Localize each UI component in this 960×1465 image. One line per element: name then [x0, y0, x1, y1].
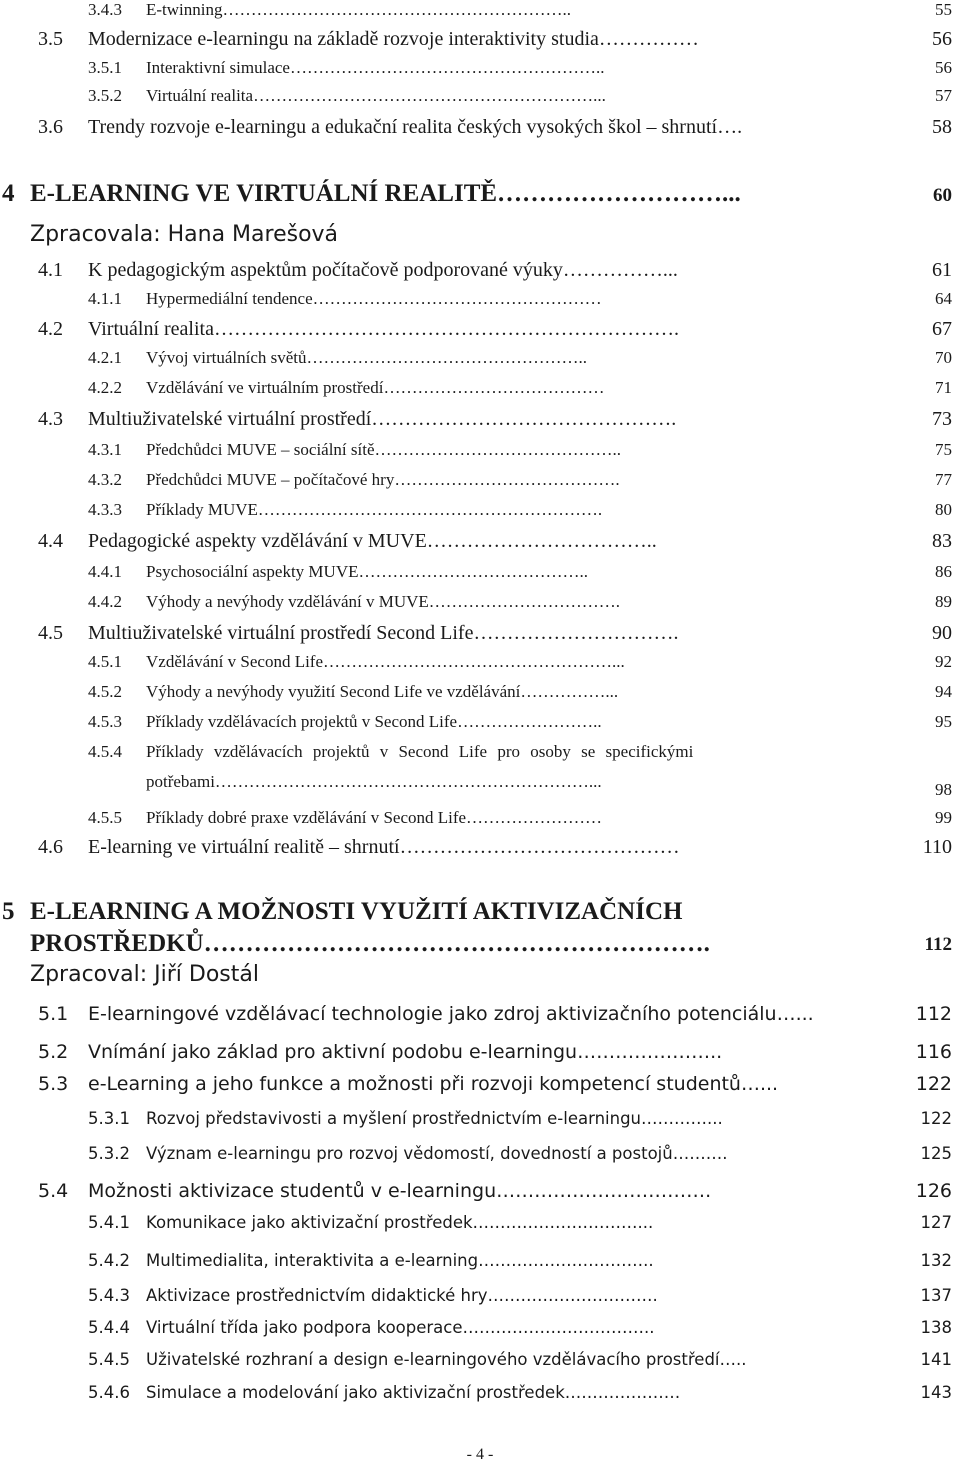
chapter-number: 5: [2, 898, 15, 925]
page-number: 141: [920, 1350, 952, 1369]
entry-title: Vzdělávání ve virtuálním prostředí…………………………………: [146, 378, 605, 397]
entry-title: Příklady vzdělávacích projektů v Second Life pro osoby se specifickými: [146, 742, 694, 761]
entry-number: 4.3.3: [88, 500, 122, 519]
entry-number: 4.3: [38, 408, 63, 430]
page-number: 98: [935, 780, 952, 799]
page-number: 110: [922, 836, 952, 858]
page-number: 83: [932, 530, 952, 552]
page-number: 58: [932, 116, 952, 138]
page-number: 125: [920, 1144, 952, 1163]
entry-number: 4.1.1: [88, 289, 122, 308]
entry-title: Simulace a modelování jako aktivizační prostředek…………………: [146, 1383, 681, 1402]
entry-number: 4.5.3: [88, 712, 122, 731]
entry-number: 4.2.1: [88, 348, 122, 367]
entry-title: Vývoj virtuálních světů…………………………………………..: [146, 348, 588, 367]
entry-title: Virtuální realita…………………………………………………………….: [88, 318, 679, 340]
entry-title: Příklady MUVE…………………………………………………….: [146, 500, 603, 519]
page-number-footer: - 4 -: [466, 1446, 494, 1463]
chapter-title-line: E-LEARNING A MOŽNOSTI VYUŽITÍ AKTIVIZAČNÍCH: [30, 898, 683, 925]
page-number: 137: [920, 1286, 952, 1305]
entry-number: 4.5.5: [88, 808, 122, 827]
entry-number: 4.4.2: [88, 592, 122, 611]
entry-title: Příklady vzdělávacích projektů v Second Life……………………..: [146, 712, 602, 731]
page-number: 56: [935, 58, 952, 77]
entry-number: 5.2: [38, 1041, 69, 1063]
entry-number: 4.3.2: [88, 470, 122, 489]
entry-title: Rozvoj představivosti a myšlení prostřednictvím e-learningu…………...: [146, 1109, 723, 1128]
page-number: 61: [932, 259, 952, 281]
entry-title: Multiuživatelské virtuální prostředí Second Life………………………….: [88, 622, 679, 644]
entry-title: Trendy rozvoje e-learningu a edukační realita českých vysokých škol – shrnutí….: [88, 116, 743, 138]
page-number: 89: [935, 592, 952, 611]
page-number: 77: [935, 470, 952, 489]
entry-number: 3.5: [38, 28, 63, 50]
entry-number: 3.5.1: [88, 58, 122, 77]
page-number: 90: [932, 622, 952, 644]
entry-number: 5.3: [38, 1073, 69, 1095]
entry-number: 4.1: [38, 259, 63, 281]
page-number: 80: [935, 500, 952, 519]
page-number: 71: [935, 378, 952, 397]
entry-title: Uživatelské rozhraní a design e-learningového vzdělávacího prostředí…..: [146, 1350, 747, 1369]
entry-title: e-Learning a jeho funkce a možnosti při rozvoji kompetencí studentů…...: [88, 1073, 779, 1095]
chapter-title-line: E-LEARNING VE VIRTUÁLNÍ REALITĚ………………………...: [30, 180, 741, 207]
entry-title: Psychosociální aspekty MUVE…………………………………..: [146, 562, 588, 581]
entry-title-continued: potřebami…………………………………………………………...: [146, 772, 602, 791]
entry-title: E-learning ve virtuální realitě – shrnutí……………………………………: [88, 836, 680, 858]
entry-title: E-twinning……………………………………………………..: [146, 0, 571, 19]
entry-title: Pedagogické aspekty vzdělávání v MUVE……………………………..: [88, 530, 657, 552]
page-number: 75: [935, 440, 952, 459]
entry-title: Multimedialita, interaktivita a e-learning…………………………..: [146, 1251, 654, 1270]
entry-number: 5.4.2: [88, 1251, 130, 1270]
entry-title: Výhody a nevýhody využití Second Life ve vzdělávání……………...: [146, 682, 619, 701]
page-number: 86: [935, 562, 952, 581]
entry-number: 5.4.4: [88, 1318, 130, 1337]
entry-title: Multiuživatelské virtuální prostředí……………………………………….: [88, 408, 677, 430]
page-number: 55: [935, 0, 952, 19]
entry-number: 5.3.1: [88, 1109, 130, 1128]
entry-number: 5.4.1: [88, 1213, 130, 1232]
entry-number: 4.6: [38, 836, 63, 858]
page-number: 143: [920, 1383, 952, 1402]
entry-title: Virtuální třída jako podpora kooperace……………………………..: [146, 1318, 655, 1337]
entry-number: 4.2: [38, 318, 63, 340]
entry-title: Možnosti aktivizace studentů v e-learningu…………………………….: [88, 1180, 712, 1202]
page-number: 73: [932, 408, 952, 430]
entry-title: E-learningové vzdělávací technologie jako zdroj aktivizačního potenciálu…...: [88, 1003, 814, 1025]
page-number: 56: [932, 28, 952, 50]
entry-title: Komunikace jako aktivizační prostředek…………………………...: [146, 1213, 654, 1232]
entry-title: Modernizace e-learningu na základě rozvoje interaktivity studia……………: [88, 28, 699, 50]
entry-title: Vnímání jako základ pro aktivní podobu e-learningu…………………..: [88, 1041, 723, 1063]
entry-number: 4.5.1: [88, 652, 122, 671]
page-number: 57: [935, 86, 952, 105]
page-number: 95: [935, 712, 952, 731]
entry-title: Hypermediální tendence……………………………………………: [146, 289, 602, 308]
chapter-title-line: PROSTŘEDKŮ…………………………………………………….: [30, 930, 710, 957]
entry-number: 3.5.2: [88, 86, 122, 105]
entry-number: 5.4: [38, 1180, 69, 1202]
page-number: 60: [933, 185, 952, 206]
entry-title: Výhody a nevýhody vzdělávání v MUVE…………………………….: [146, 592, 621, 611]
entry-number: 5.3.2: [88, 1144, 130, 1163]
entry-title: Příklady dobré praxe vzdělávání v Second Life……………………: [146, 808, 603, 827]
chapter-author: Zpracoval: Jiří Dostál: [30, 962, 259, 987]
page-number: 126: [915, 1180, 952, 1202]
entry-number: 4.5: [38, 622, 63, 644]
chapter-number: 4: [2, 180, 15, 207]
entry-title: Aktivizace prostřednictvím didaktické hry………………………….: [146, 1286, 658, 1305]
entry-number: 3.6: [38, 116, 63, 138]
entry-title: K pedagogickým aspektům počítačově podporované výuky……………...: [88, 259, 678, 281]
entry-number: 5.4.3: [88, 1286, 130, 1305]
entry-title: Virtuální realita……………………………………………………...: [146, 86, 606, 105]
entry-number: 5.1: [38, 1003, 69, 1025]
page-number: 112: [915, 1003, 952, 1025]
entry-title: Význam e-learningu pro rozvoj vědomostí, dovedností a postojů……….: [146, 1144, 728, 1163]
entry-title: Předchůdci MUVE – sociální sítě……………………………………..: [146, 440, 622, 459]
page-number: 127: [920, 1213, 952, 1232]
chapter-author: Zpracovala: Hana Marešová: [30, 222, 339, 247]
entry-number: 5.4.5: [88, 1350, 130, 1369]
entry-number: 4.5.2: [88, 682, 122, 701]
page-number: 67: [932, 318, 952, 340]
page-number: 64: [935, 289, 952, 308]
entry-number: 3.4.3: [88, 0, 122, 19]
page-number: 138: [920, 1318, 952, 1337]
page-number: 116: [915, 1041, 952, 1063]
entry-number: 4.5.4: [88, 742, 122, 761]
entry-number: 4.4.1: [88, 562, 122, 581]
entry-number: 4.4: [38, 530, 63, 552]
page-number: 99: [935, 808, 952, 827]
page-number: 132: [920, 1251, 952, 1270]
entry-number: 4.2.2: [88, 378, 122, 397]
page-number: 94: [935, 682, 952, 701]
page-number: 112: [924, 934, 952, 955]
entry-title: Interaktivní simulace………………………………………………..: [146, 58, 605, 77]
entry-title: Vzdělávání v Second Life……………………………………………...: [146, 652, 625, 671]
page-number: 122: [915, 1073, 952, 1095]
page-number: 92: [935, 652, 952, 671]
entry-title: Předchůdci MUVE – počítačové hry………………………………….: [146, 470, 620, 489]
entry-number: 5.4.6: [88, 1383, 130, 1402]
page-number: 70: [935, 348, 952, 367]
entry-number: 4.3.1: [88, 440, 122, 459]
page-number: 122: [920, 1109, 952, 1128]
